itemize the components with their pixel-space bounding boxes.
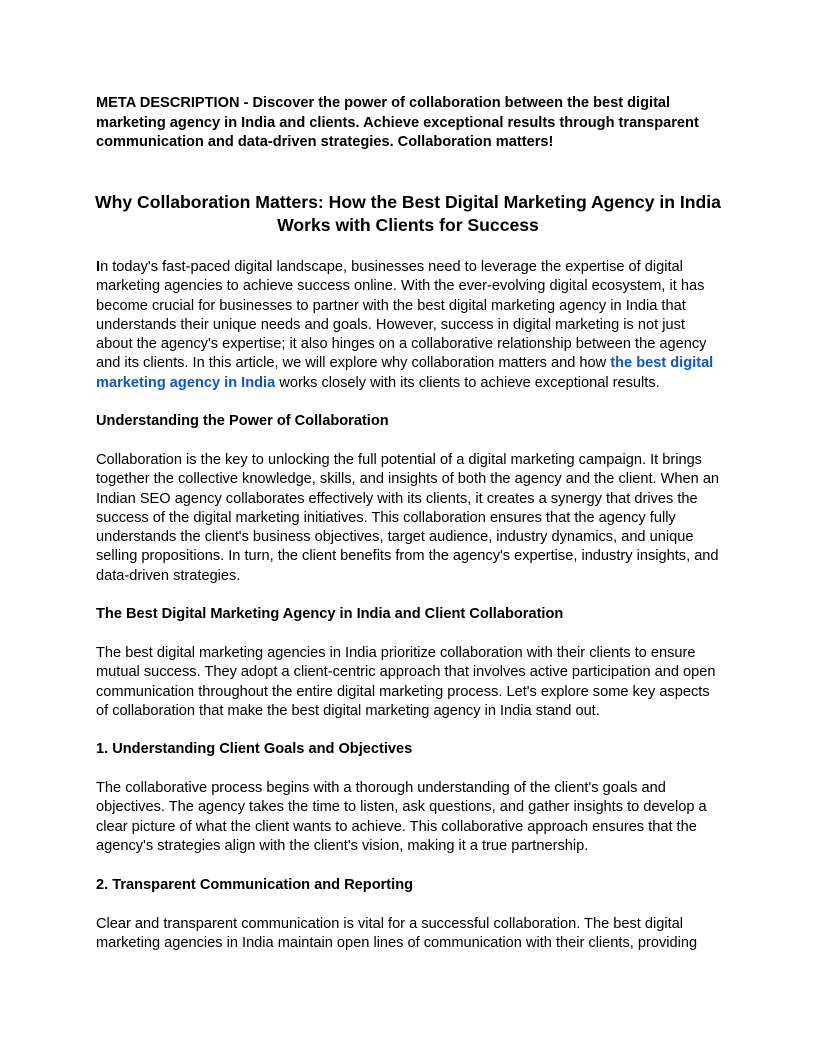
paragraph-communication: Clear and transparent communication is vital for a successful collaboration. The best digital marketing agencies in India maintain open lines of communication with their clients, providing bbox=[96, 916, 698, 952]
heading-goals: 1. Understanding Client Goals and Objectives bbox=[96, 741, 413, 757]
paragraph-understanding: Collaboration is the key to unlocking the full potential of a digital marketing campaign. It brings together the collective knowledge, skills, and insights of both the agency and the client. When an Indian SEO agency collaborates effectively with its clients, it creates a synergy that drives the success of the digital marketing initiatives. This collaboration ensures that the agency fully understands the client's business objectives, target audience, industry dynamics, and unique selling propositions. In turn, the client benefits from the agency's expertise, industry insights, and data-driven strategies. bbox=[96, 452, 720, 584]
meta-label: META DESCRIPTION bbox=[96, 95, 240, 111]
heading-understanding: Understanding the Power of Collaboration bbox=[96, 413, 389, 429]
intro-paragraph bbox=[96, 258, 720, 393]
intro-text-end: works closely with its clients to achieve exceptional results. bbox=[275, 374, 660, 391]
heading-best-agency: The Best Digital Marketing Agency in India and Client Collaboration bbox=[96, 606, 564, 622]
intro-first-letter: I bbox=[96, 259, 101, 275]
meta-text: - Discover the power of collaboration between the best digital marketing agency in India and clients. Achieve exceptional results through transparent communication and data-driven strategies. Collaboration matters! bbox=[96, 95, 699, 150]
intro-text: n today's fast-paced digital landscape, businesses need to leverage the expertise of digital marketing agencies to achieve success online. With the ever-evolving digital ecosystem, it has become crucial for businesses to partner with the best digital marketing agency in India that understands their unique needs and goals. However, success in digital marketing is not just about the agency's expertise; it also hinges on a collaborative relationship between the agency and its clients. In this article, we will explore why collaboration matters and how bbox=[96, 259, 707, 372]
meta-description bbox=[96, 94, 720, 153]
best-agency-link[interactable]: the best digital marketing agency in India bbox=[96, 355, 714, 391]
paragraph-goals: The collaborative process begins with a thorough understanding of the client's goals and objectives. The agency takes the time to listen, ask questions, and gather insights to develop a clear picture of what the client wants to achieve. This collaborative approach ensures that the agency's strategies align with the client's vision, making it a true partnership. bbox=[96, 780, 707, 854]
heading-communication: 2. Transparent Communication and Reporting bbox=[96, 877, 414, 893]
document-page bbox=[95, 94, 721, 952]
page-title: Why Collaboration Matters: How the Best Digital Marketing Agency in India Works with Clients for Success bbox=[95, 192, 721, 235]
paragraph-best-agency: The best digital marketing agencies in India prioritize collaboration with their clients to ensure mutual success. They adopt a client-centric approach that involves active participation and open communication throughout the entire digital marketing process. Let's explore some key aspects of collaboration that make the best digital marketing agency in India stand out. bbox=[96, 645, 716, 719]
